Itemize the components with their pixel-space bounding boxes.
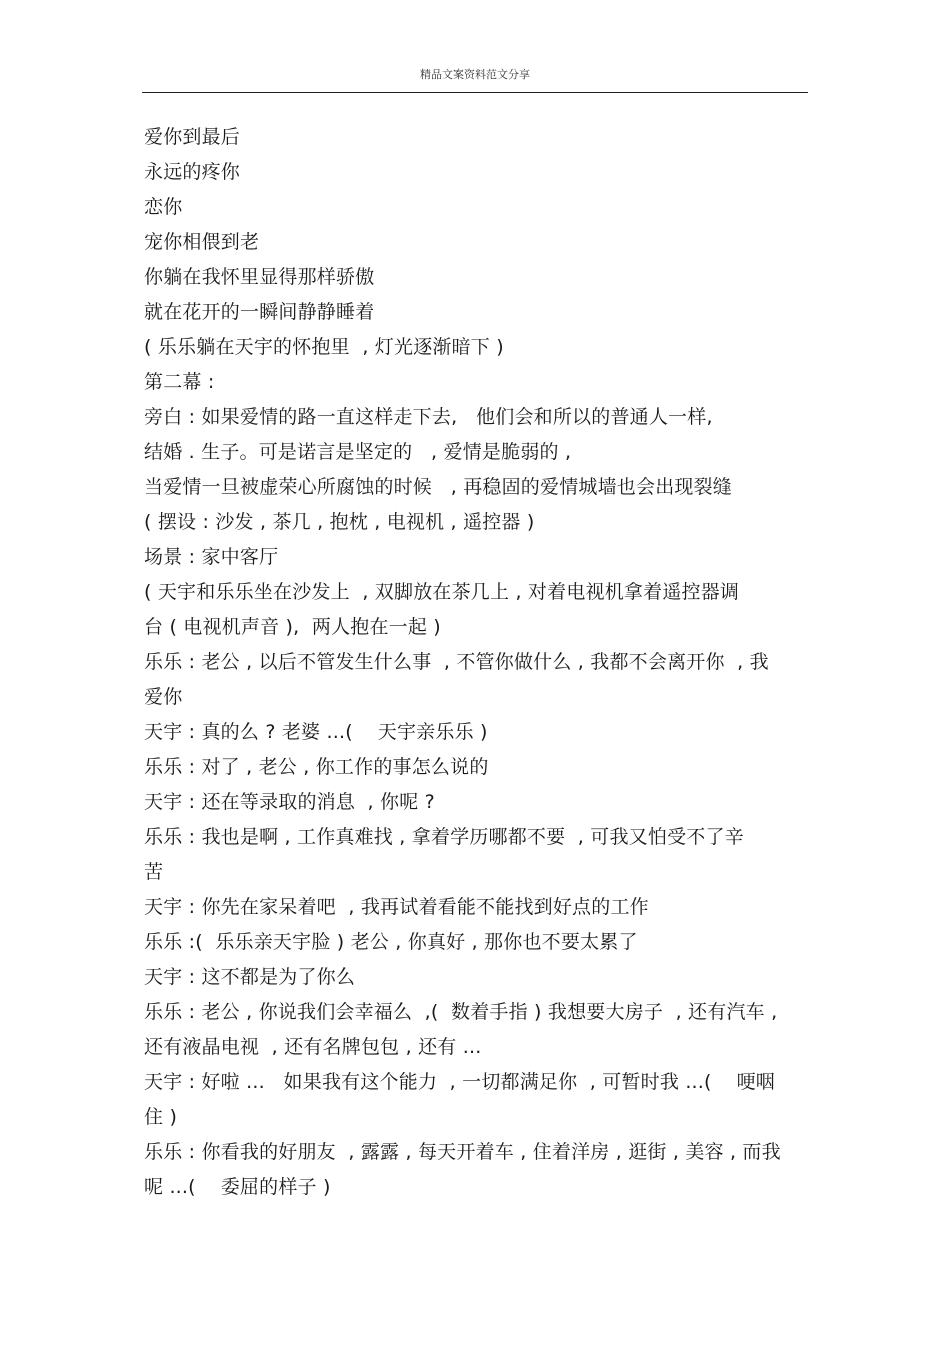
text-line: 苦 xyxy=(144,861,164,883)
text-line: 天宇 : 你先在家呆着吧 , 我再试着看能不能找到好点的工作 xyxy=(144,896,649,918)
text-line: ( 天宇和乐乐坐在沙发上 , 双脚放在茶几上 , 对着电视机拿着遥控器调 xyxy=(144,581,740,603)
text-line: 天宇 : 真的么 ? 老婆 ...( 天宇亲乐乐 ) xyxy=(144,721,488,743)
text-line: 乐乐 : 我也是啊 , 工作真难找 , 拿着学历哪都不要 , 可我又怕受不了辛 xyxy=(144,826,744,848)
text-line: 住 ) xyxy=(144,1106,178,1128)
text-line: 乐乐 : 对了 , 老公 , 你工作的事怎么说的 xyxy=(144,756,489,778)
page-header xyxy=(142,66,808,93)
text-line: 爱你到最后 xyxy=(144,126,241,148)
text-line: 乐乐 : 你看我的好朋友 , 露露 , 每天开着车 , 住着洋房 , 逛街 , 美容 , 而我 xyxy=(144,1141,781,1163)
text-line: 旁白 : 如果爱情的路一直这样走下去, 他们会和所以的普通人一样, xyxy=(144,406,713,428)
text-line: 乐乐 :( 乐乐亲天宇脸 ) 老公 , 你真好 , 那你也不要太累了 xyxy=(144,931,638,953)
text-line: 场景 : 家中客厅 xyxy=(144,546,279,568)
text-line: 呢 ...( 委屈的样子 ) xyxy=(144,1176,331,1198)
header-text: 精品文案资料范文分享 xyxy=(420,68,530,81)
text-line: 天宇 : 好啦 ... 如果我有这个能力 , 一切都满足你 , 可暂时我 ...( 哽咽 xyxy=(144,1071,776,1093)
text-line: 恋你 xyxy=(144,196,183,218)
text-line: 乐乐 : 老公 , 你说我们会幸福么 ,( 数着手指 ) 我想要大房子 , 还有汽车 , xyxy=(144,1001,778,1023)
text-line: 第二幕 : xyxy=(144,371,215,393)
text-line: 天宇 : 这不都是为了你么 xyxy=(144,966,356,988)
text-line: 还有液晶电视 , 还有名牌包包 , 还有 ... xyxy=(144,1036,482,1058)
text-line: 结婚 . 生子。可是诺言是坚定的 , 爱情是脆弱的 , xyxy=(144,441,572,463)
document-body xyxy=(144,120,808,1205)
text-line: 就在花开的一瞬间静静睡着 xyxy=(144,301,375,323)
text-line: 台 ( 电视机声音 ), 两人抱在一起 ) xyxy=(144,616,441,638)
text-line: 你躺在我怀里显得那样骄傲 xyxy=(144,266,375,288)
text-line: 乐乐 : 老公 , 以后不管发生什么事 , 不管你做什么 , 我都不会离开你 , 我 xyxy=(144,651,769,673)
text-line: ( 乐乐躺在天宇的怀抱里 , 灯光逐渐暗下 ) xyxy=(144,336,504,358)
text-line: 当爱情一旦被虚荣心所腐蚀的时候 , 再稳固的爱情城墙也会出现裂缝 xyxy=(144,476,732,498)
text-line: ( 摆设 : 沙发 , 茶几 , 抱枕 , 电视机 , 遥控器 ) xyxy=(144,511,535,533)
text-line: 永远的疼你 xyxy=(144,161,241,183)
text-line: 宠你相偎到老 xyxy=(144,231,260,253)
text-line: 爱你 xyxy=(144,686,183,708)
text-line: 天宇 : 还在等录取的消息 , 你呢 ? xyxy=(144,791,435,813)
